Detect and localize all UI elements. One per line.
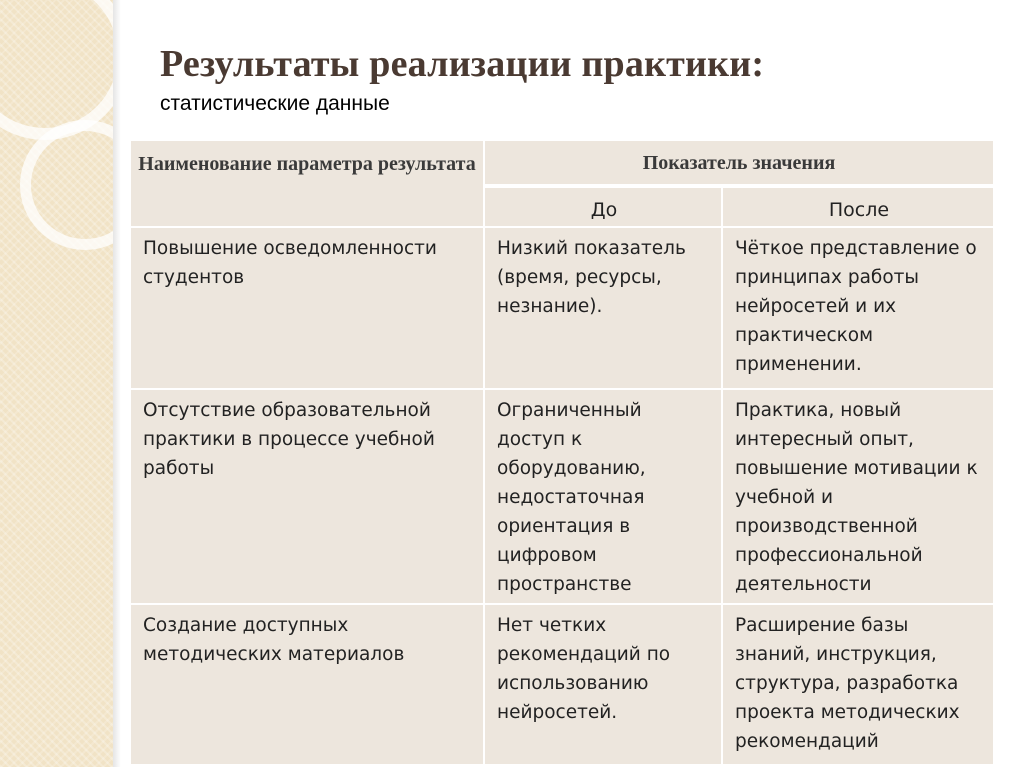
results-table <box>131 141 993 762</box>
title-block <box>160 44 980 116</box>
slide-subtitle: статистические данные <box>160 91 390 115</box>
header-parameter: Наименование параметра результата <box>131 141 483 226</box>
row-1-after: Чёткое представление о принципах работы нейросетей и их практическом применении. <box>723 228 993 388</box>
side-panel-shadow <box>113 0 121 767</box>
decorative-side-panel <box>0 0 113 767</box>
slide-title: Результаты реализации практики: <box>160 43 765 85</box>
row-3-before: Нет четких рекомендаций по использованию нейросетей. <box>485 605 721 764</box>
header-before: До <box>485 186 721 226</box>
header-after: После <box>723 186 993 226</box>
header-indicator: Показатель значения <box>485 141 993 184</box>
row-3-parameter: Создание доступных методических материалов <box>131 605 483 764</box>
row-2-after: Практика, новый интересный опыт, повышение мотивации к учебной и производственной профессиональной деятельности <box>723 390 993 603</box>
row-1-parameter: Повышение осведомленности студентов <box>131 228 483 388</box>
decorative-ring-icon <box>0 0 130 140</box>
row-2-parameter: Отсутствие образовательной практики в процессе учебной работы <box>131 390 483 603</box>
row-2-before: Ограниченный доступ к оборудованию, недостаточная ориентация в цифровом пространстве <box>485 390 721 603</box>
row-3-after: Расширение базы знаний, инструкция, структура, разработка проекта методических рекомендаций <box>723 605 993 764</box>
row-1-before: Низкий показатель (время, ресурсы, незнание). <box>485 228 721 388</box>
